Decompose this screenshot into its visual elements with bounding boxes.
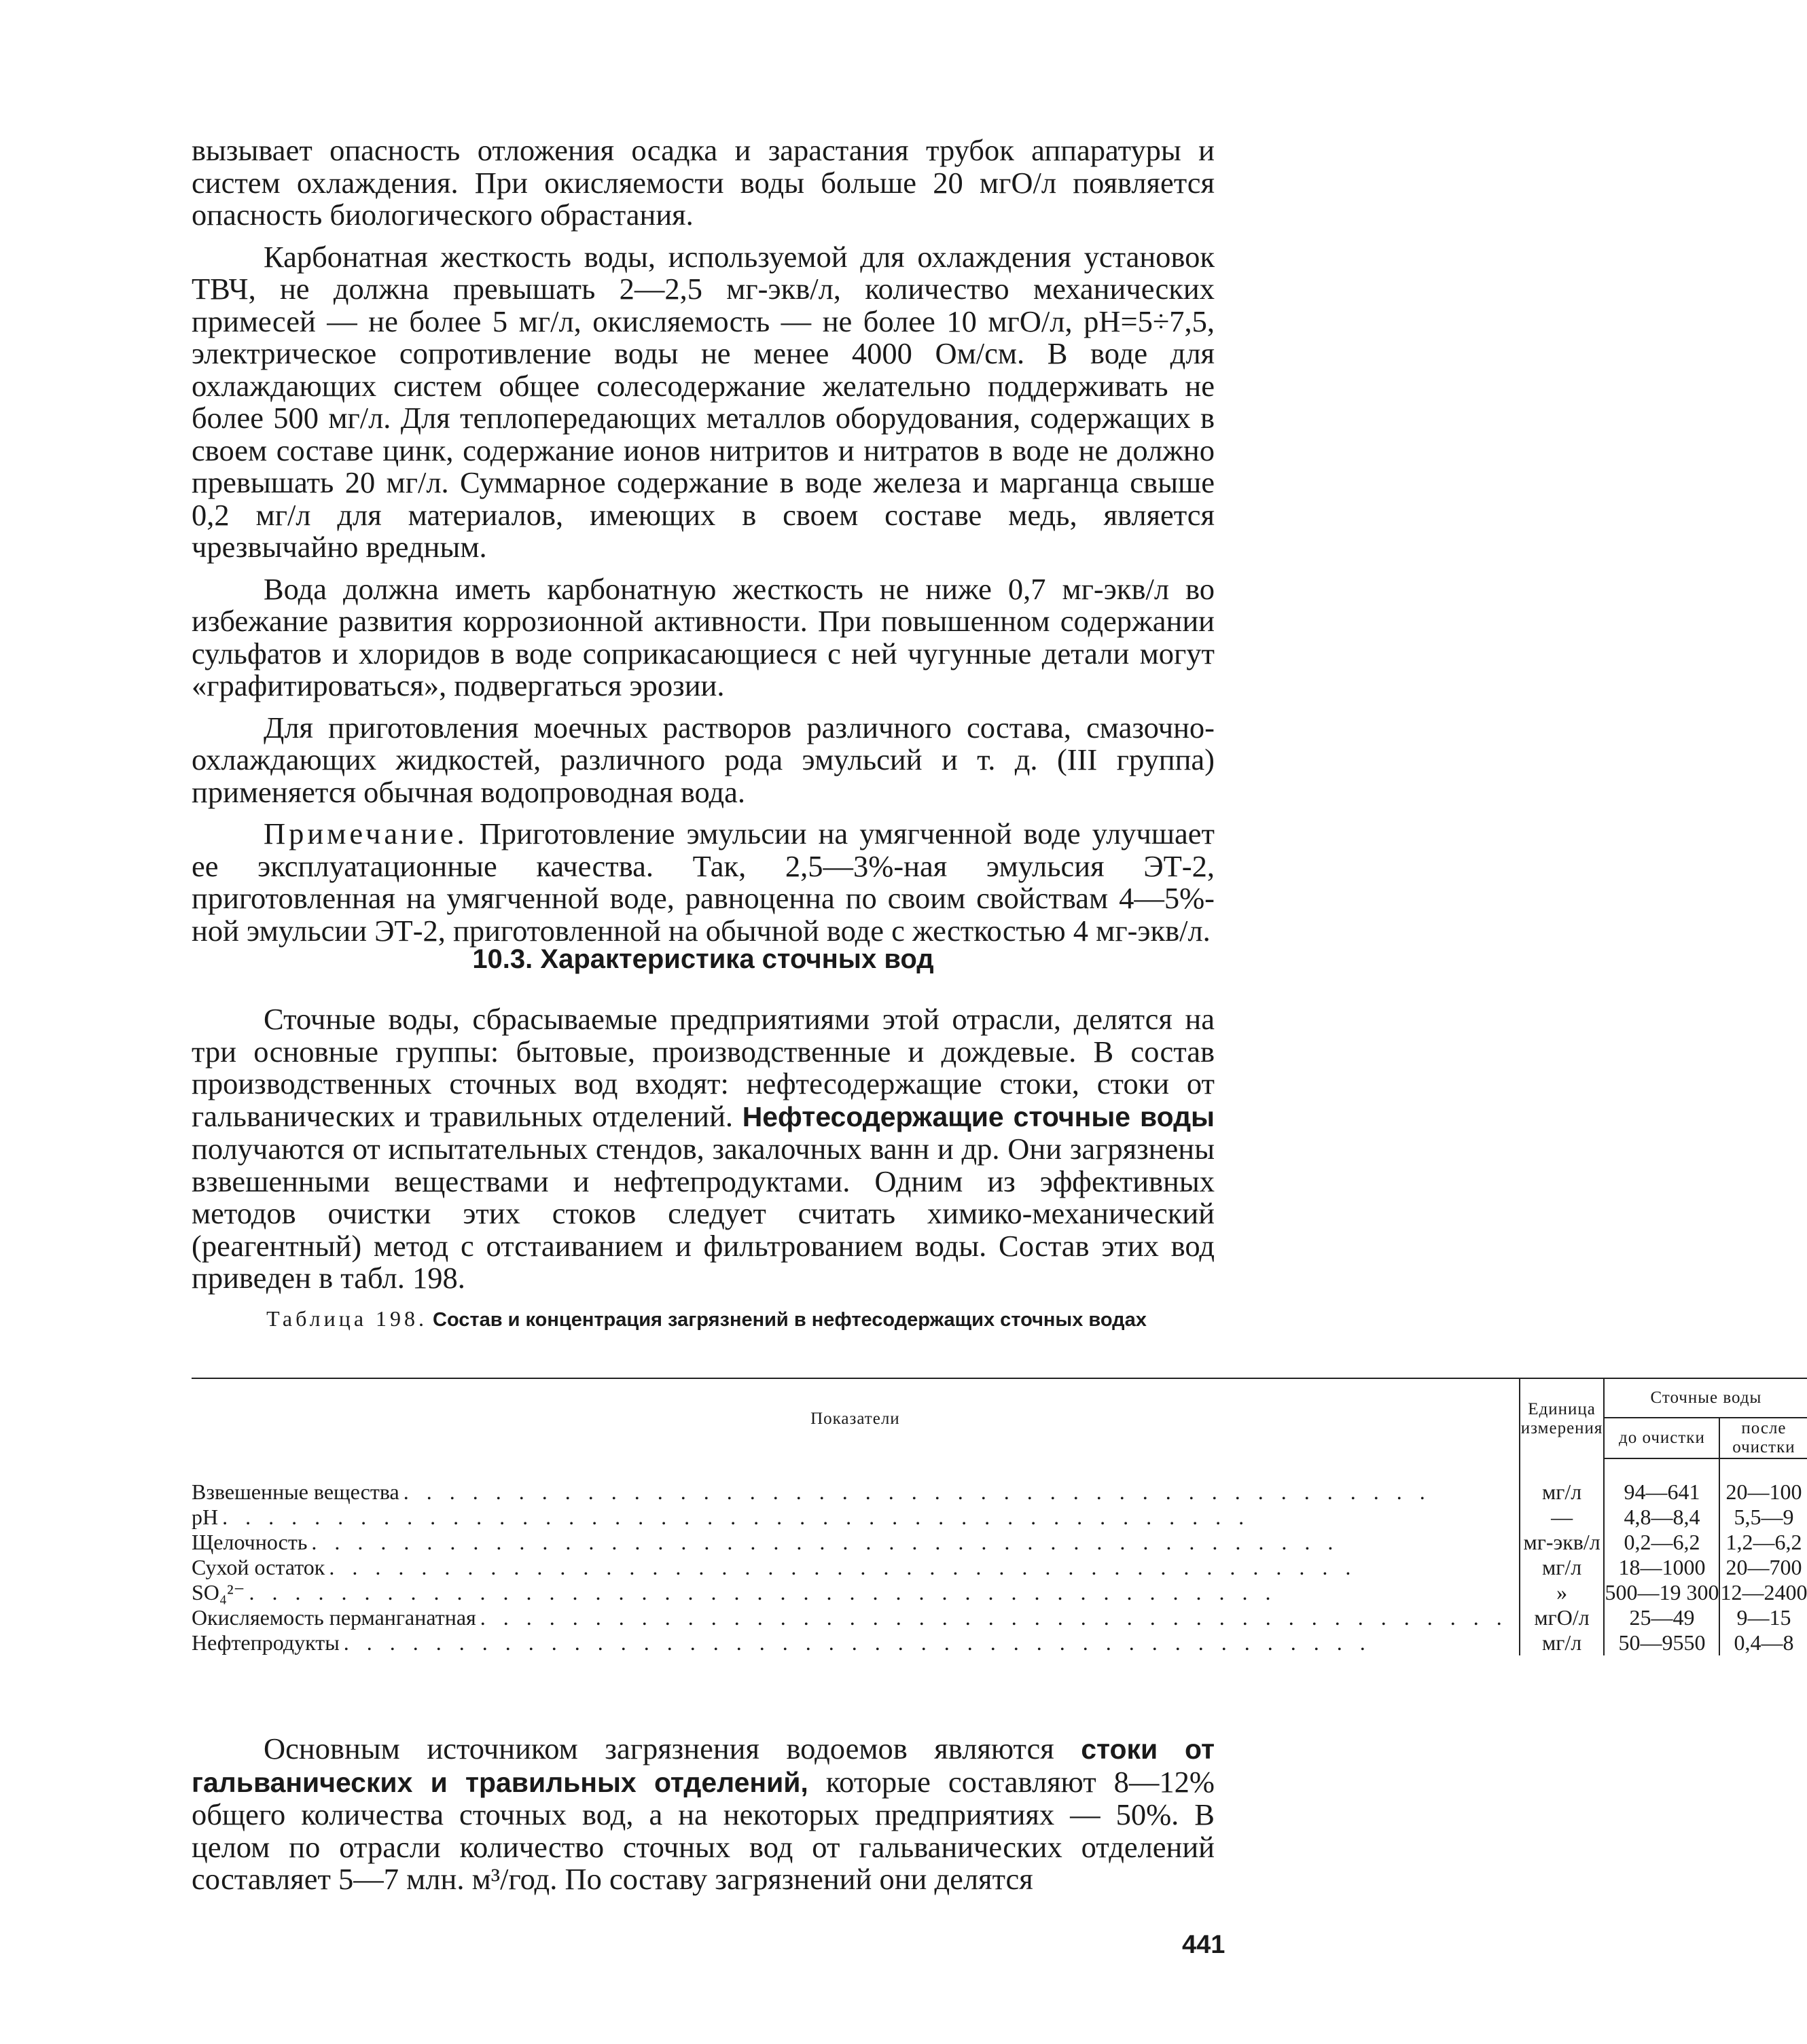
paragraph — [192, 1003, 1215, 1295]
table-caption — [224, 1306, 1189, 1332]
closing-text — [192, 1733, 1215, 1896]
unit-cell: » — [1520, 1580, 1605, 1605]
paragraph: Для приготовления моечных растворов различного состава, смазочно-охлаждающих жидкостей, различного рода эмульсий и т. д. (III группа) применяется обычная водопроводная вода. — [192, 710, 1215, 809]
table-row — [192, 1530, 1807, 1555]
unit-cell: мгО/л — [1520, 1605, 1605, 1630]
section-heading: 10.3. Характеристика сточных вод — [472, 944, 934, 974]
unit-cell: мг/л — [1520, 1555, 1605, 1580]
before-cell: 18—1000 — [1604, 1555, 1719, 1580]
before-cell: 25—49 — [1604, 1605, 1719, 1630]
after-cell: 1,2—6,2 — [1719, 1530, 1807, 1555]
before-cell: 94—641 — [1604, 1458, 1719, 1505]
section-text — [192, 1003, 1215, 1295]
intro-text — [192, 135, 1215, 947]
indicator-name: SO₄²⁻ — [192, 1580, 245, 1604]
after-cell: 5,5—9 — [1719, 1505, 1807, 1530]
unit-cell: мг/л — [1520, 1458, 1605, 1505]
after-cell: 12—2400 — [1720, 1580, 1807, 1604]
pollutants-table — [192, 1378, 1807, 1655]
paragraph: Вода должна иметь карбонатную жесткость не ниже 0,7 мг-экв/л во избежание развития коррозионной активности. При повышенном содержании сульфатов и хлоридов в воде соприкасающиеся с ней чугунные детали могут «графитироваться», подвергаться эрозии. — [192, 571, 1215, 702]
indicator-name: Нефтепродукты — [192, 1630, 340, 1655]
unit-cell: мг/л — [1520, 1630, 1605, 1655]
header-after: после очистки — [1719, 1418, 1807, 1458]
header-indicator: Показатели — [192, 1378, 1520, 1458]
before-cell: 500—19 300 — [1605, 1580, 1719, 1604]
indicator-name: Сухой остаток — [192, 1555, 325, 1579]
after-cell: 9—15 — [1719, 1605, 1807, 1630]
note-paragraph — [192, 818, 1215, 947]
indicator-name: Взвешенные вещества — [192, 1479, 399, 1504]
table-row — [192, 1555, 1807, 1580]
header-before: до очистки — [1604, 1418, 1719, 1458]
before-cell: 50—9550 — [1604, 1630, 1719, 1655]
page-number: 441 — [1182, 1931, 1225, 1959]
unit-cell: — — [1520, 1505, 1605, 1530]
before-cell: 4,8—8,4 — [1604, 1505, 1719, 1530]
before-cell: 0,2—6,2 — [1604, 1530, 1719, 1555]
paragraph-text: Сточные воды, сбрасываемые предприятиями этой отрасли, делятся на три основные группы: бытовые, производственные и дождевые. В состав производственных сточных вод входят: нефтесодержащие стоки, стоки от гальванических и травильных отделений. — [192, 1002, 1215, 1133]
header-unit: Единица измерения — [1520, 1378, 1605, 1458]
header-wastewater: Сточные воды — [1604, 1378, 1807, 1418]
indicator-name: Щелочность — [192, 1530, 308, 1554]
paragraph: Карбонатная жесткость воды, используемой для охлаждения установок ТВЧ, не должна превышать 2—2,5 мг-экв/л, количество механических примесей — не более 5 мг/л, окисляемость — не более 10 мгО/л, pH=5÷7,5, электрическое сопротивление воды не менее 4000 Ом/см. В воде для охлаждающих систем общее солесодержание желательно поддерживать не более 500 мг/л. Для теплопередающих металлов оборудования, содержащих в своем составе цинк, содержание ионов нитритов и нитратов в воде не должно превышать 20 мг/л. Суммарное содержание в воде железа и марганца свыше 0,2 мг/л для материалов, имеющих в своем составе медь, является чрезвычайно вредным. — [192, 239, 1215, 564]
paragraph — [192, 1733, 1215, 1896]
paragraph-text: Основным источником загрязнения водоемов являются — [264, 1732, 1054, 1765]
table-title: Состав и концентрация загрязнений в нефтесодержащих сточных водах — [433, 1309, 1147, 1331]
table-row — [192, 1630, 1807, 1655]
note-label: Примечание. — [264, 817, 468, 850]
note-text: Приготовление эмульсии на умягченной воде улучшает ее эксплуатационные качества. Так, 2,5—3%-ная эмульсия ЭТ-2, приготовленная на умягченной воде, равноценна по своим свойствам 4—5%-ной эмульсии ЭТ-2, приготовленной на обычной воде с жесткостью 4 мг-экв/л. — [192, 817, 1215, 948]
table-row — [192, 1580, 1807, 1605]
paragraph: вызывает опасность отложения осадка и зарастания трубок аппаратуры и систем охлаждения. При окисляемости воды больше 20 мгО/л появляется опасность биологического обрастания. — [192, 133, 1215, 232]
table-row — [192, 1605, 1807, 1630]
bold-term: Нефтесодержащие сточные воды — [742, 1100, 1215, 1132]
unit-cell: мг-экв/л — [1520, 1530, 1605, 1555]
table-row — [192, 1505, 1807, 1530]
after-cell: 0,4—8 — [1719, 1630, 1807, 1655]
after-cell: 20—700 — [1719, 1555, 1807, 1580]
after-cell: 20—100 — [1719, 1458, 1807, 1505]
indicator-name: pH — [192, 1505, 219, 1529]
paragraph-text: которые составляют 8—12% общего количества сточных вод, а на некоторых предприятиях — 50%. В целом по отрасли количество сточных вод от гальванических отделений составляет 5—7 млн. м³/год. По составу загрязнений они делятся — [192, 1764, 1215, 1896]
paragraph-text: получаются от испытательных стендов, закалочных ванн и др. Они загрязнены взвешенными веществами и нефтепродуктами. Одним из эффективных методов очистки этих стоков следует считать химико-механический (реагентный) метод с отстаиванием и фильтрованием воды. Состав этих вод приведен в табл. 198. — [192, 1132, 1215, 1295]
table-label: Таблица 198. — [266, 1306, 428, 1331]
indicator-name: Окисляемость перманганатная — [192, 1605, 476, 1630]
table-row — [192, 1458, 1807, 1505]
bold-term: стоки от гальванических и травильных отделений, — [192, 1734, 1215, 1798]
